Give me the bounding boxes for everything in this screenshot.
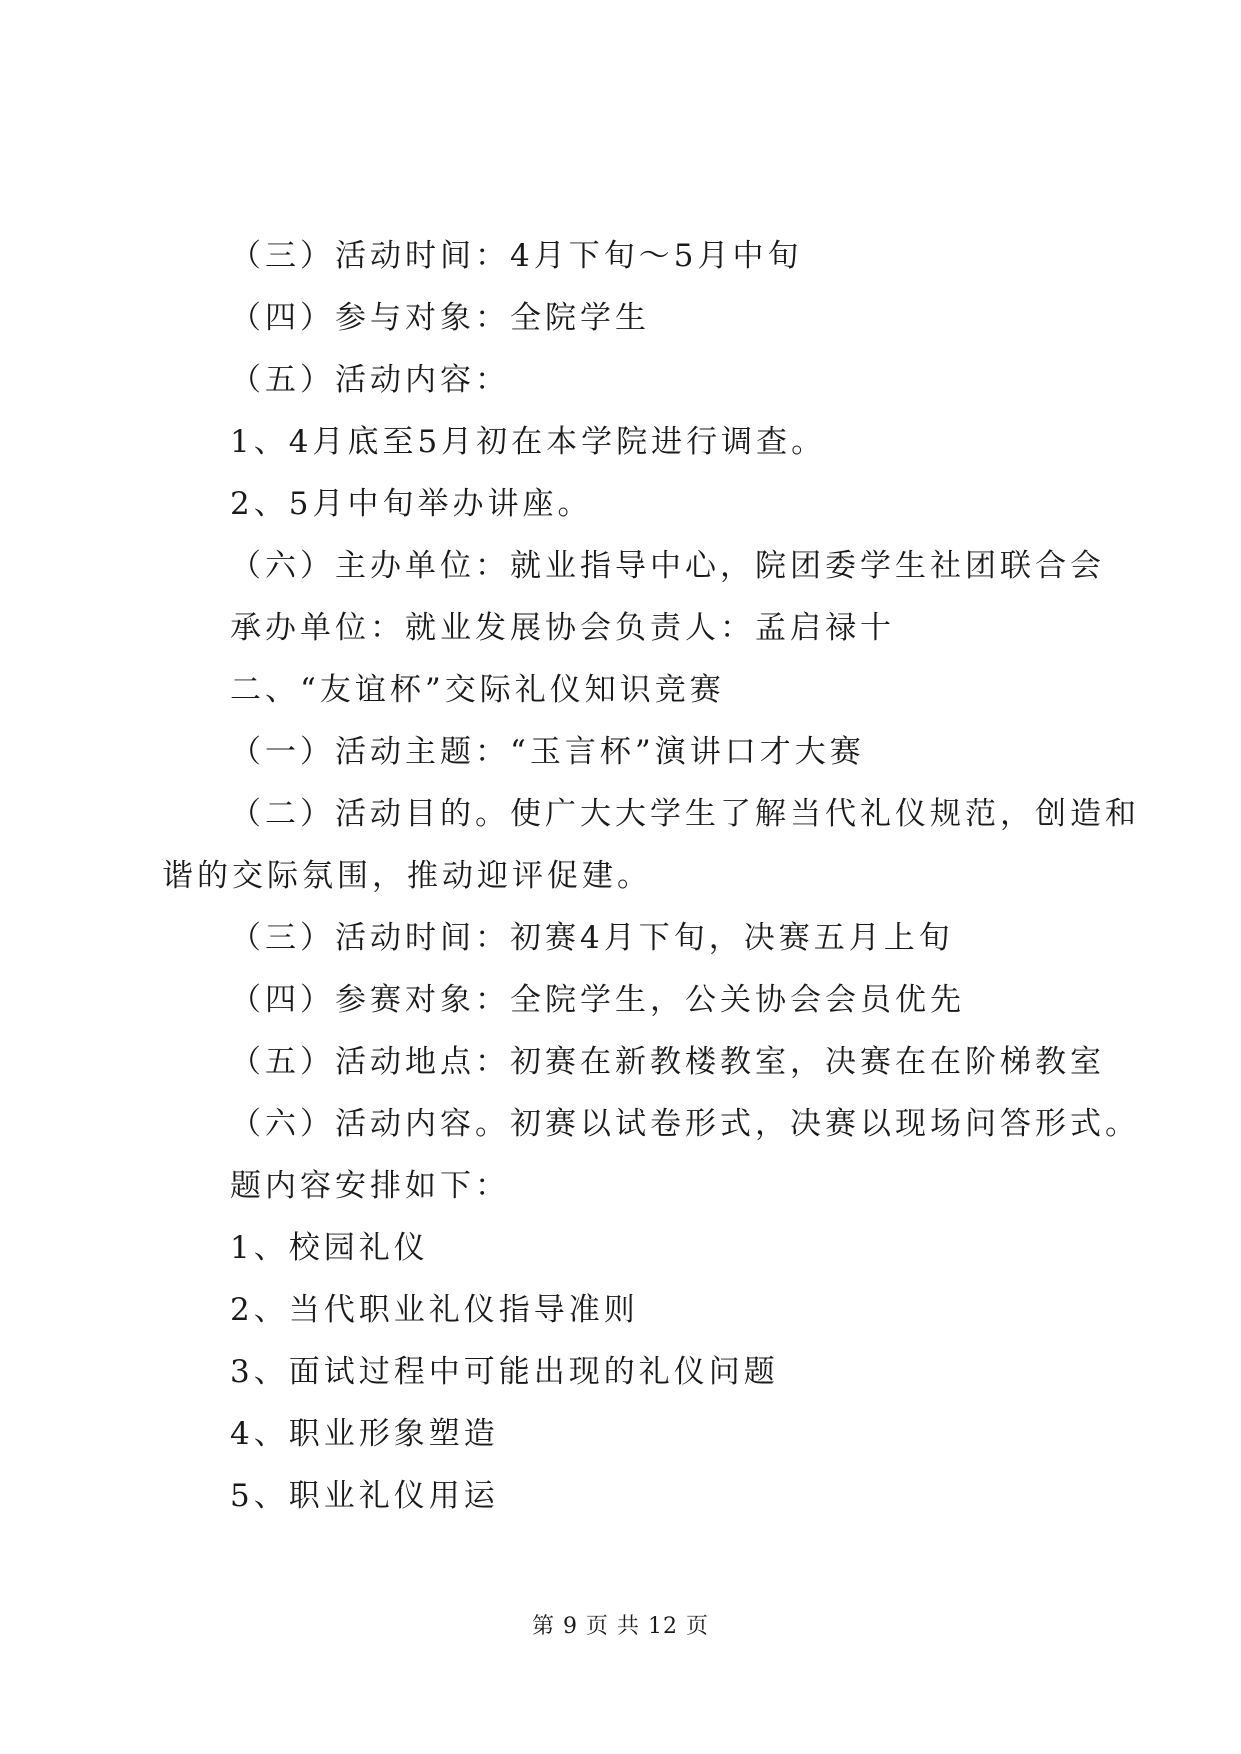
text-line: （六）主办单位：就业指导中心，院团委学生社团联合会 — [230, 548, 1105, 584]
text-line: （三）活动时间：初赛4月下旬，决赛五月上旬 — [230, 920, 954, 956]
text-line: 3、面试过程中可能出现的礼仪问题 — [230, 1354, 779, 1390]
text-line: 承办单位：就业发展协会负责人：孟启禄十 — [230, 610, 895, 646]
text-line: 二、“友谊杯”交际礼仪知识竞赛 — [230, 672, 725, 708]
page-number-footer: 第 9 页 共 12 页 — [532, 1614, 709, 1639]
text-line: 谐的交际氛围，推动迎评促建。 — [162, 858, 652, 894]
text-line: 题内容安排如下： — [230, 1168, 510, 1204]
text-line: （四）参与对象：全院学生 — [230, 300, 650, 336]
text-line: 5、职业礼仪用运 — [230, 1478, 499, 1514]
text-line: 2、5月中旬举办讲座。 — [230, 486, 593, 522]
text-line: （五）活动地点：初赛在新教楼教室，决赛在在阶梯教室 — [230, 1044, 1105, 1080]
text-line: （二）活动目的。使广大大学生了解当代礼仪规范，创造和 — [230, 796, 1140, 832]
text-line: （三）活动时间：4月下旬～5月中旬 — [230, 238, 803, 274]
text-line: （六）活动内容。初赛以试卷形式，决赛以现场问答形式。 — [230, 1106, 1140, 1142]
text-line: （一）活动主题：“玉言杯”演讲口才大赛 — [230, 734, 865, 770]
text-line: 4、职业形象塑造 — [230, 1416, 499, 1452]
text-line: （四）参赛对象：全院学生，公关协会会员优先 — [230, 982, 965, 1018]
text-line: 2、当代职业礼仪指导准则 — [230, 1292, 639, 1328]
text-line: （五）活动内容： — [230, 362, 510, 398]
text-line: 1、校园礼仪 — [230, 1230, 429, 1266]
text-line: 1、4月底至5月初在本学院进行调查。 — [230, 424, 827, 460]
